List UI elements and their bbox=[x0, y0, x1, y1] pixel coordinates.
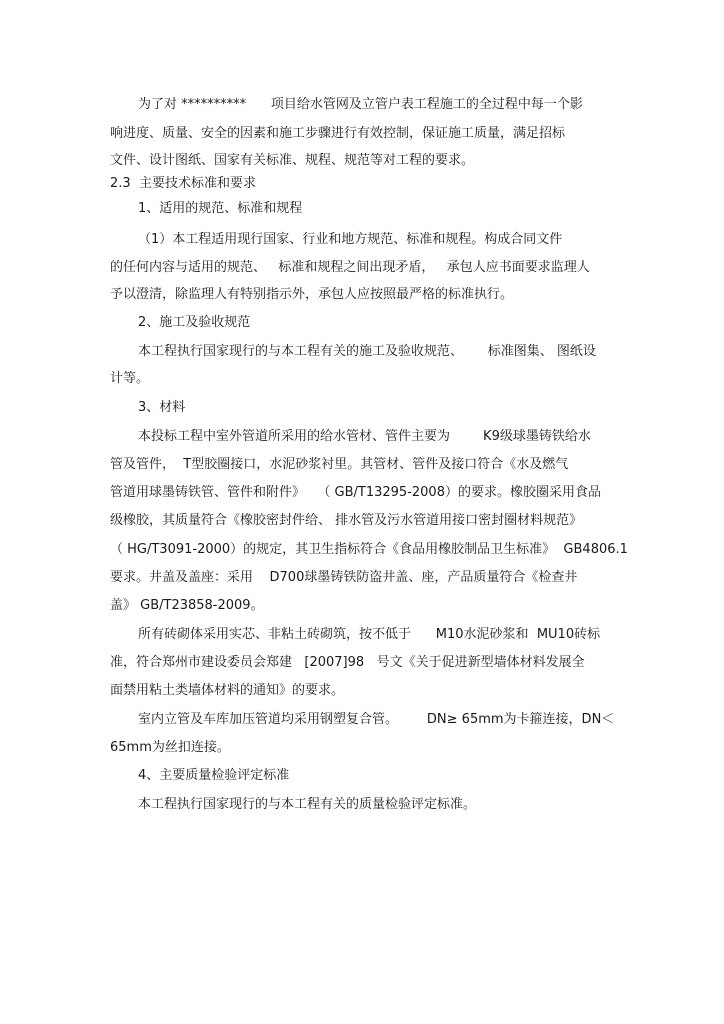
paragraph-line: （1）本工程适用现行国家、行业和地方规范、标准和规程。构成合同文件 bbox=[138, 232, 563, 247]
paragraph-line: 予以澄清，除监理人有特别指示外，承包人应按照最严格的标准执行。 bbox=[110, 287, 514, 302]
subsection-heading: 1、适用的规范、标准和规程 bbox=[138, 201, 303, 216]
paragraph-line: （ HG/T3091-2000）的规定，其卫生指标符合《食品用橡胶制品卫生标准》 GB4806.1 bbox=[110, 542, 628, 557]
paragraph-line: 65mm为丝扣连接。 bbox=[110, 740, 230, 755]
paragraph-line: 响进度、质量、安全的因素和施工步骤进行有效控制，保证施工质量，满足招标 bbox=[110, 126, 566, 141]
section-heading: 2.3 主要技术标准和要求 bbox=[110, 176, 256, 191]
paragraph-line: 文件、设计图纸、国家有关标准、规程、规范等对工程的要求。 bbox=[110, 153, 475, 168]
paragraph-line: 级橡胶，其质量符合《橡胶密封件给、 排水管及污水管道用接口密封圈材料规范》 bbox=[110, 513, 583, 528]
paragraph-line: 管及管件， T型胶圈接口，水泥砂浆衬里。其管材、管件及接口符合《水及燃气 bbox=[110, 457, 569, 472]
paragraph-line: 要求。井盖及盖座：采用 D700球墨铸铁防盗井盖、座，产品质量符合《检查井 bbox=[110, 570, 578, 585]
subsection-heading: 3、材料 bbox=[138, 400, 186, 415]
paragraph-line: 为了对 ********** 项目给水管网及立管户表工程施工的全过程中每一个影 bbox=[138, 97, 583, 112]
paragraph-line: 所有砖砌体采用实芯、非粘土砖砌筑，按不低于 M10水泥砂浆和 MU10砖标 bbox=[138, 627, 601, 642]
paragraph-line: 本投标工程中室外管道所采用的给水管材、管件主要为 K9级球墨铸铁给水 bbox=[138, 429, 591, 444]
subsection-heading: 2、施工及验收规范 bbox=[138, 315, 251, 330]
paragraph-line: 管道用球墨铸铁管、管件和附件》 （ GB/T13295-2008）的要求。橡胶圈采用食品 bbox=[110, 485, 601, 500]
paragraph-line: 的任何内容与适用的规范、 标准和规程之间出现矛盾， 承包人应书面要求监理人 bbox=[110, 260, 590, 275]
paragraph-line: 盖》 GB/T23858-2009。 bbox=[110, 598, 264, 613]
paragraph-line: 本工程执行国家现行的与本工程有关的质量检验评定标准。 bbox=[138, 797, 477, 812]
paragraph-line: 计等。 bbox=[110, 371, 150, 386]
subsection-heading: 4、主要质量检验评定标准 bbox=[138, 768, 290, 783]
paragraph-line: 面禁用粘土类墙体材料的通知》的要求。 bbox=[110, 683, 345, 698]
paragraph-line: 准，符合郑州市建设委员会郑建 [2007]98 号文《关于促进新型墙体材料发展全 bbox=[110, 655, 585, 670]
paragraph-line: 室内立管及车库加压管道均采用钢塑复合管。 DN≥ 65mm为卡箍连接，DN＜ bbox=[138, 712, 615, 727]
paragraph-line: 本工程执行国家现行的与本工程有关的施工及验收规范、 标准图集、 图纸设 bbox=[138, 344, 596, 359]
